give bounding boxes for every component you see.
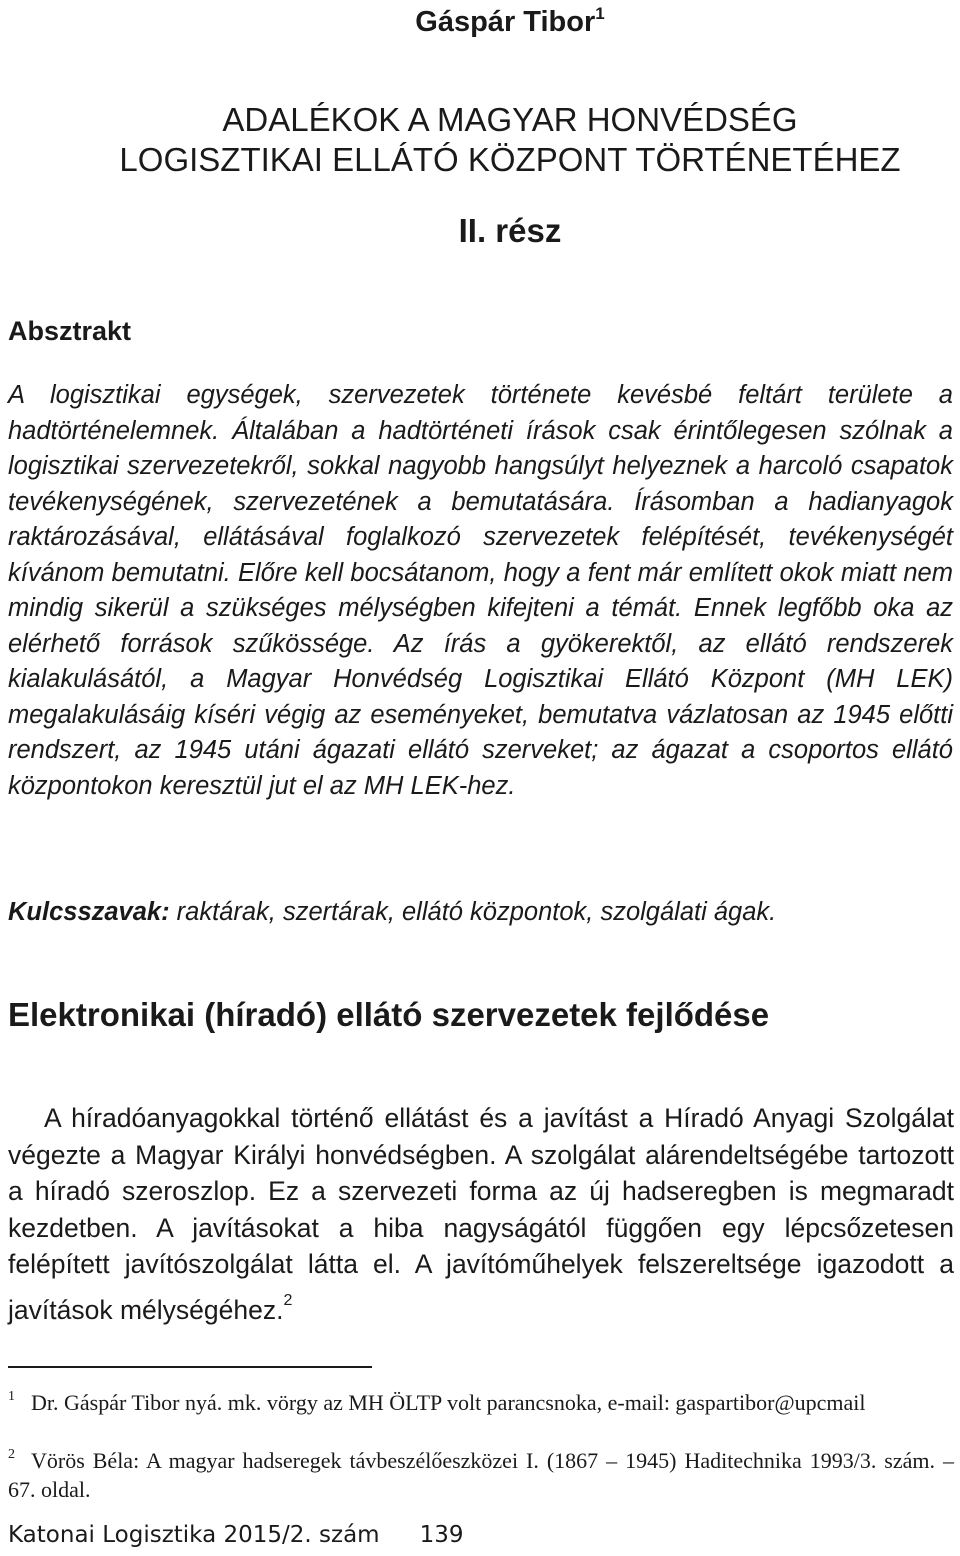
title-line-1: ADALÉKOK A MAGYAR HONVÉDSÉG [222, 101, 798, 138]
abstract-heading: Absztrakt [8, 316, 132, 346]
abstract-text: A logisztikai egységek, szervezetek története kevésbé feltárt területe a hadtörténelemnek. Általában a hadtörténeti írások csak érintőlegesen szólnak a logisztikai szervezetekről, sokkal nagyobb hangsúlyt helyeznek a harcoló csapatok tevékenységének, szervezetének a bemutatására. Írásomban a hadianyagok raktározásával, ellátásával foglalkozó szervezetek felépítését, tevékenységét kívánom bemutatni. Előre kell bocsátanom, hogy a fent már említett okok miatt nem mindig sikerül a szükséges mélységben kifejteni a témát. Ennek legfőbb oka az elérhető források szűkössége. Az írás a gyökerektől, az ellátó rendszerek kialakulásától, a Magyar Honvédség Logisztikai Ellátó Központ (MH LEK) megalakulásáig kíséri végig az eseményeket, bemutatva vázlatosan az 1945 előtti rendszert, az 1945 utáni ágazati ellátó szerveket; az ágazat a csoportos ellátó központokon keresztül jut el az MH LEK-hez. [8, 381, 953, 800]
part-label: II. rész [458, 212, 562, 249]
keywords-text: raktárak, szertárak, ellátó központok, szolgálati ágak. [169, 898, 777, 926]
page-footer [8, 1522, 464, 1548]
footnote-ref-2: 2 [283, 1291, 293, 1309]
author-footnote-ref: 1 [595, 4, 605, 23]
author-name: Gáspár Tibor$^1$ [415, 4, 605, 38]
footnote-separator [8, 1366, 372, 1368]
section-body: A híradóanyagokkal történő ellátást és a javítást a Híradó Anyagi Szolgálat végezte a Magyar Királyi honvédségben. A szolgálat alárendeltségébe tartozott a híradó szeroszlop. Ez a szervezeti forma az új hadseregben is megmaradt kezdetben. A javításokat a hiba nagyságától függően egy lépcsőzetesen felépített javítószolgálat látta el. A javítóműhelyek felszereltsége igazodott a javítások mélységéhez.$^2$ [8, 1103, 954, 1325]
title-line-2: LOGISZTIKAI ELLÁTÓ KÖZPONT TÖRTÉNETÉHEZ [119, 141, 901, 178]
keywords-label: Kulcsszavak: [8, 898, 170, 926]
footnote-1: $^1$ Dr. Gáspár Tibor nyá. mk. vörgy az MH ÖLTP volt parancsnoka, e-mail: gaspartibor@upcmail [8, 1389, 866, 1415]
page-number: 139 [419, 1522, 464, 1548]
paper-title [0, 100, 960, 180]
section-heading: Elektronikai (híradó) ellátó szervezetek fejlődése [8, 996, 770, 1033]
keywords [8, 898, 953, 927]
footnote-2: $^2$ Vörös Béla: A magyar hadseregek távbeszélőeszközei I. (1867 – 1945) Haditechnika 1993/3. szám. – 67. oldal. [8, 1447, 954, 1502]
journal-name: Katonai Logisztika 2015/2. szám [8, 1522, 380, 1548]
